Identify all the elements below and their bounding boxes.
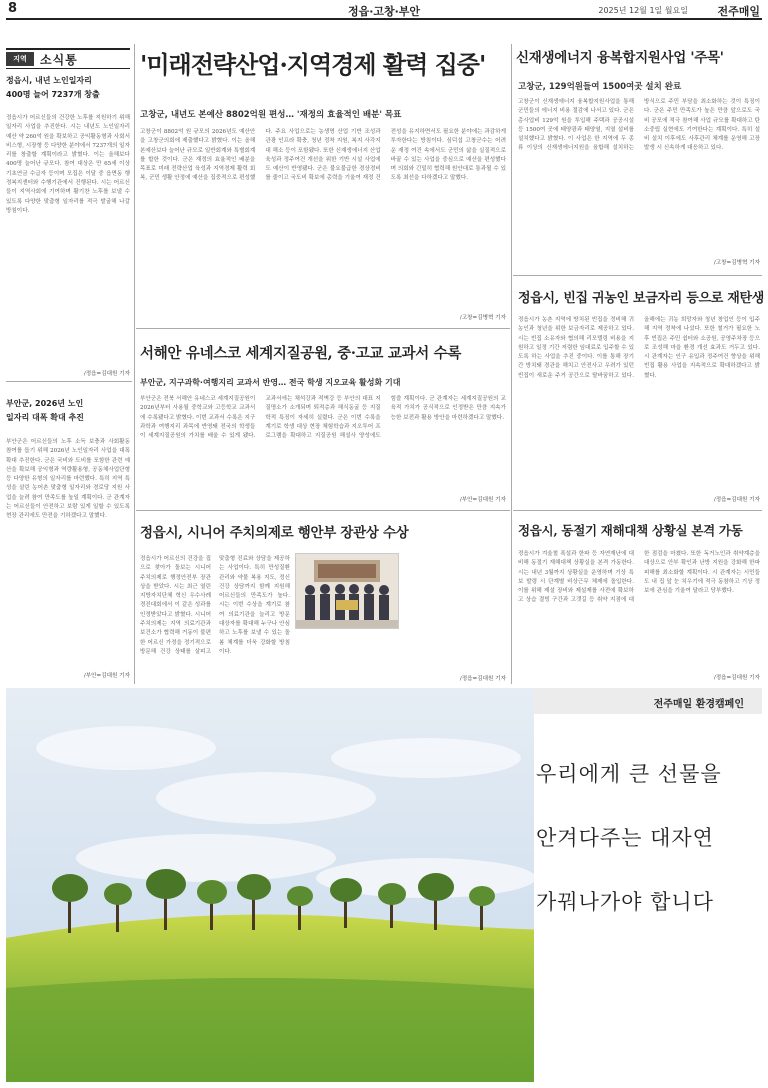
brief-byline: /정읍=김대원 기자: [83, 371, 130, 377]
brief-headline-line: 정읍시, 내년 노인일자리: [6, 76, 92, 85]
briefs-title: 소식통: [40, 53, 78, 67]
campaign-line: 가꿔나가야 합니다: [536, 890, 714, 914]
disaster-body: 정읍시가 겨울철 폭설과 한파 등 자연재난에 대비해 동절기 재해대책 상황실을 본격 가동한다. 시는 내년 3월까지 상황실을 운영하며 기상 특보 발령 시 단계별 비상근무 체제에 돌입한다. 이를 위해 제설 장비와 제설제를 사전에 확보하고 상습 결빙 구간과 고갯길 등 취약 지점에 대한 점검을 마쳤다. 또한 독거노인과 취약계층을 대상으로 안부 확인과 난방 지원을 강화해 한파 피해를 최소화할 계획이다. 시 관계자는 시민들도 내 집 앞 눈 치우기에 적극 동참하고 기상 정보에 관심을 기울여 달라고 당부했다.: [518, 551, 760, 604]
senior-body-left: [140, 555, 290, 683]
campaign-line: 우리에게 큰 선물을: [536, 762, 722, 786]
section-title: 정읍·고창·부안: [347, 5, 421, 18]
lead-body: 고창군이 8802억 원 규모의 2026년도 예산안을 고창군의회에 제출했다고 밝혔다. 이는 올해 본예산보다 늘어난 규모로 일반회계와 특별회계를 합한 것이다. 군은 재정의 효율적인 배분을 목표로 미래 전략산업 육성과 지역경제 활력 회복, 군민 생활 안정에 예산을 집중적으로 편성했다. 주요 사업으로는 농생명 산업 기반 조성과 관광 인프라 확충, 청년 정착 지원, 복지 사각지대 해소 등이 포함됐다. 또한 신재생에너지 산업 육성과 정주여건 개선을 위한 기반 시설 사업에도 예산이 반영됐다. 군은 불요불급한 경상경비를 줄이고 국도비 확보에 총력을 기울여 재정 건전성을 유지하면서도 필요한 분야에는 과감하게 투자한다는 방침이다. 심덕섭 고창군수는 어려운 재정 여건 속에서도 군민의 삶을 실질적으로 바꿀 수 있는 사업을 중심으로 예산을 편성했다며 의회와 긴밀히 협력해 원안대로 통과될 수 있도록 최선을 다하겠다고 말했다.: [140, 129, 506, 182]
brief-headline-line: 일자리 대폭 확대 추진: [6, 413, 84, 422]
award-photo-image: [296, 554, 398, 628]
brief-headline: [6, 74, 130, 102]
lead-byline: /고창=김병혁 기자: [459, 315, 506, 321]
solar-body: 고창군이 신재생에너지 융복합지원사업을 통해 군민들의 에너지 비용 절감에 나서고 있다. 군은 총사업비 129억 원을 투입해 주택과 공공시설 등 1500여 곳에 태양광과 태양열, 지열 설비를 설치했다고 밝혔다. 이 사업은 한 지역에 두 종류 이상의 신재생에너지원을 융합해 설치하는 방식으로 주민 부담을 최소화하는 것이 특징이다. 군은 주민 만족도가 높은 만큼 앞으로도 국비 공모에 적극 참여해 사업 규모를 확대하고 탄소중립 실현에도 기여한다는 계획이다. 특히 설비 설치 이후에도 사후관리 체계를 운영해 고장 발생 시 신속하게 대응하고 있다.: [518, 99, 760, 152]
brief-body: 부안군은 어르신들의 노후 소득 보충과 사회활동 참여를 돕기 위해 2026년 노인일자리 사업을 대폭 확대 추진한다. 군은 국비와 도비를 포함한 관련 예산을 확보해 공익형과 역량활용형, 공동체사업단형 등 다양한 유형의 일자리를 마련했다. 특히 지역 특성을 살린 농어촌 맞춤형 일자리와 경로당 지원 사업을 늘려 참여 만족도를 높일 계획이다. 군 관계자는 어르신들이 안전하고 보람 있게 일할 수 있도록 현장 관리에도 만전을 기하겠다고 말했다.: [6, 439, 130, 520]
campaign-label: 전주매일 환경캠페인: [653, 699, 744, 710]
section-divider: [136, 328, 510, 329]
section-divider: [513, 275, 762, 276]
brief-headline-line: 부안군, 2026년 노인: [6, 399, 84, 408]
header-rule: [6, 18, 762, 20]
column-divider: [134, 44, 135, 684]
brief-headline-line: 400명 늘어 7237개 창출: [6, 90, 100, 99]
housing-byline: /정읍=김대원 기자: [713, 497, 760, 503]
brief-body: 정읍시가 어르신들의 건강한 노후를 지원하기 위해 일자리 사업을 추진한다. 시는 내년도 노인일자리 예산 약 260억 원을 확보하고 공익활동형과 사회서비스형, 시장형 등 다양한 분야에서 7237개의 일자리를 창출할 계획이라고 밝혔다. 이는 올해보다 400명 늘어난 규모다. 참여 대상은 만 65세 이상 기초연금 수급자 등이며 모집은 이달 중 읍면동 행정복지센터와 수행기관에서 진행된다. 시는 어르신들이 지역사회에 기여하며 활기찬 노후를 보낼 수 있도록 다양한 맞춤형 일자리를 적극 발굴해 나갈 방침이다.: [6, 115, 130, 214]
solar-byline: /고창=김병혁 기자: [713, 260, 760, 266]
disaster-headline: 정읍시, 동절기 재해대책 상황실 본격 가동: [518, 523, 743, 538]
issue-date: 2025년 12월 1일 월요일: [598, 6, 688, 15]
column-divider: [511, 44, 512, 684]
geopark-headline: 서해안 유네스코 세계지질공원, 중·고교 교과서 수록: [140, 345, 462, 362]
senior-body-right: [402, 555, 506, 683]
senior-body: 정읍시가 어르신의 건강을 집으로 찾아가 돌보는 시니어 주치의제로 행정안전부 장관상을 받았다. 시는 최근 열린 지방자치단체 혁신 우수사례 경진대회에서 이 같은 성과를 인정받았다고 밝혔다. 시니어 주치의제는 지역 의료기관과 보건소가 협력해 거동이 불편한 어르신 가정을 정기적으로 방문해 건강 상태를 살피고 맞춤형 진료와 상담을 제공하는 사업이다. 특히 만성질환 관리와 약물 복용 지도, 정신건강 상담까지 함께 지원해 어르신들의 만족도가 높다. 시는 이번 수상을 계기로 참여 의료기관을 늘리고 방문 대상자를 확대해 누구나 안심하고 노후를 보낼 수 있는 돌봄 체계를 더욱 강화할 방침이다.: [140, 556, 290, 655]
senior-headline: 정읍시, 시니어 주치의제로 행안부 장관상 수상: [140, 525, 409, 541]
section-divider: [513, 510, 762, 511]
brief-byline: /부안=김대원 기자: [83, 673, 130, 679]
page-number: 8: [8, 1, 18, 16]
solar-subhead: 고창군, 129억원들여 1500여곳 설치 완료: [518, 82, 682, 92]
paper-name: 전주매일: [717, 5, 760, 18]
section-divider: [6, 381, 132, 382]
disaster-byline: /정읍=김대원 기자: [713, 675, 760, 681]
geopark-subhead: 부안군, 지구과학·여행지리 교과서 반영… 전국 학생 지오교육 활성화 기대: [140, 378, 401, 387]
solar-headline: 신재생에너지 융복합지원사업 '주목': [516, 50, 724, 66]
section-divider: [136, 510, 510, 511]
briefs-tag: 지역: [6, 52, 34, 66]
briefs-header: [6, 48, 130, 69]
campaign-line: 안겨다주는 대자연: [536, 826, 714, 850]
geopark-body: 부안군은 전북 서해안 유네스코 세계지질공원이 2026년부터 사용될 중학교와 고등학교 교과서에 수록됐다고 밝혔다. 이번 교과서 수록은 지구과학과 여행지리 과목에 반영돼 전국의 학생들이 세계지질공원의 가치를 배울 수 있게 됐다. 교과서에는 채석강과 적벽강 등 부안의 대표 지질명소가 소개되며 퇴적층과 해식동굴 등 지질학적 특징이 자세히 실렸다. 군은 이번 수록을 계기로 학생 대상 현장 체험학습과 지오투어 프로그램을 확대하고 지질공원 해설사 양성에도 힘쓸 계획이다. 군 관계자는 세계지질공원의 교육적 가치가 공식적으로 인정받은 만큼 지속가능한 보전과 활용 방안을 마련하겠다고 말했다.: [140, 396, 506, 440]
masthead: [0, 0, 768, 18]
lead-headline: '미래전략산업·지역경제 활력 집중': [140, 50, 486, 79]
housing-headline: 정읍시, 빈집 귀농인 보금자리 등으로 재탄생: [518, 291, 764, 306]
housing-body: 정읍시가 농촌 지역에 방치된 빈집을 정비해 귀농인과 청년을 위한 보금자리로 제공하고 있다. 시는 빈집 소유자와 협의해 리모델링 비용을 지원하고 일정 기간 저렴한 임대료로 입주할 수 있도록 하는 사업을 추진 중이다. 이를 통해 장기간 방치돼 경관을 해치고 안전사고 우려가 있던 빈집이 새로운 주거 공간으로 탈바꿈하고 있다. 올해에는 귀농 희망자와 청년 창업인 등이 입주해 지역 정착에 나섰다. 또한 철거가 필요한 노후 빈집은 주민 쉼터와 소공원, 공영주차장 등으로 조성해 마을 환경 개선 효과도 거두고 있다. 시 관계자는 인구 유입과 정주여건 향상을 위해 빈집 활용 사업을 지속적으로 확대하겠다고 밝혔다.: [518, 317, 760, 379]
award-photo: [295, 553, 399, 629]
lead-subhead: 고창군, 내년도 본예산 8802억원 편성… '재정의 효율적인 배분' 목표: [140, 110, 402, 120]
campaign-panel: [534, 688, 762, 1082]
senior-byline: /정읍=김대원 기자: [459, 676, 506, 682]
brief-headline: [6, 397, 130, 425]
environment-campaign: [6, 688, 762, 1082]
geopark-byline: /부안=김대원 기자: [459, 497, 506, 503]
